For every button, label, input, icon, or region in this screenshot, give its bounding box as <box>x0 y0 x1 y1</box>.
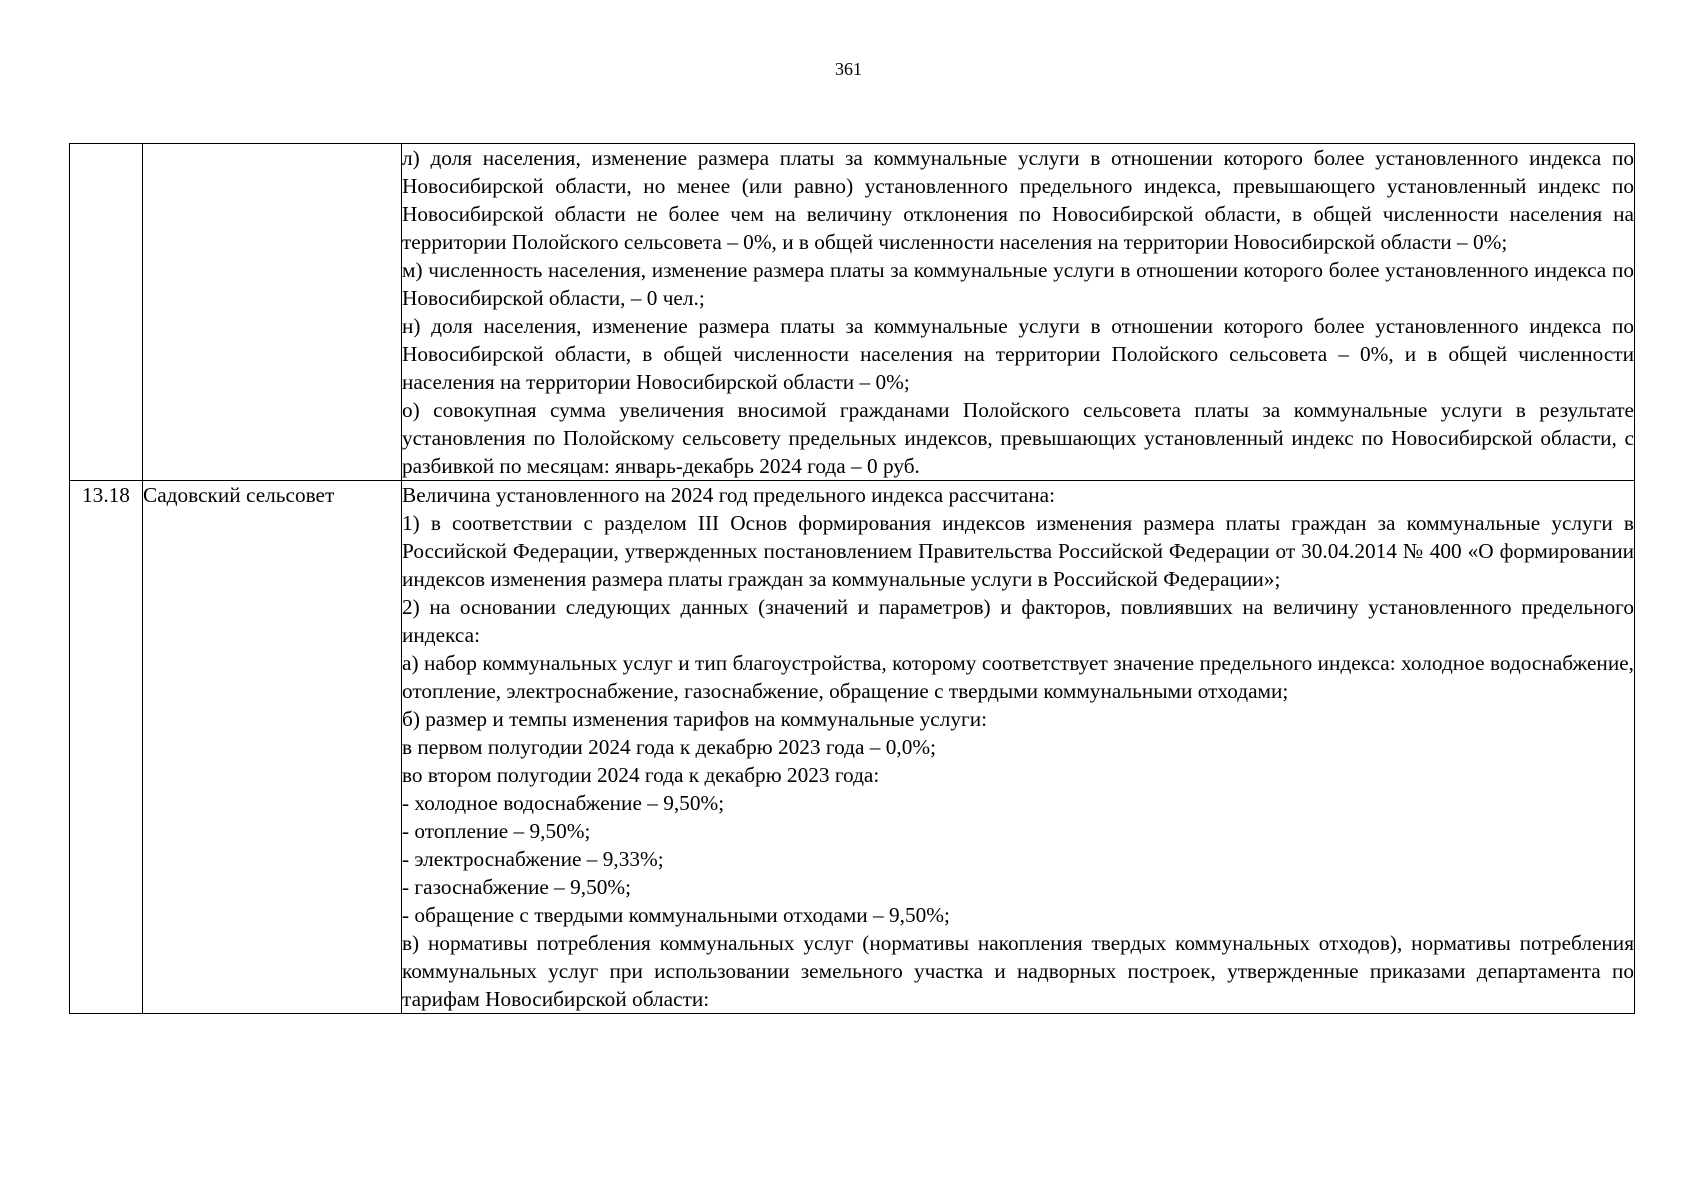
page-number: 361 <box>835 59 862 79</box>
paragraph: а) набор коммунальных услуг и тип благоустройства, которому соответствует значение предельного индекса: холодное водоснабжение, отопление, электроснабжение, газоснабжение, обращение с твердыми коммунальными отходами; <box>402 651 1634 703</box>
row-number-cell: 13.18 <box>70 481 143 1014</box>
description-cell <box>402 144 1635 481</box>
paragraph: Величина установленного на 2024 год предельного индекса рассчитана: <box>402 483 1056 507</box>
table-row <box>70 481 1635 1014</box>
paragraph: м) численность населения, изменение размера платы за коммунальные услуги в отношении которого более установленного индекса по Новосибирской области, – 0 чел.; <box>402 258 1634 310</box>
paragraph: - холодное водоснабжение – 9,50%; <box>402 791 725 815</box>
paragraph: во втором полугодии 2024 года к декабрю 2023 года: <box>402 763 880 787</box>
settlement-name-cell: Садовский сельсовет <box>143 481 402 1014</box>
paragraph: - обращение с твердыми коммунальными отходами – 9,50%; <box>402 903 950 927</box>
row-number-cell <box>70 144 143 481</box>
paragraph: в первом полугодии 2024 года к декабрю 2023 года – 0,0%; <box>402 735 937 759</box>
description-cell <box>402 481 1635 1014</box>
paragraph: 2) на основании следующих данных (значений и параметров) и факторов, повлиявших на величину установленного предельного индекса: <box>402 595 1634 647</box>
settlement-name-cell <box>143 144 402 481</box>
paragraph: н) доля населения, изменение размера платы за коммунальные услуги в отношении которого более установленного индекса по Новосибирской области, в общей численности населения на территории Полойского сельсовета – 0%, и в общей численности населения на территории Новосибирской области – 0%; <box>402 314 1634 394</box>
paragraph: л) доля населения, изменение размера платы за коммунальные услуги в отношении которого более установленного индекса по Новосибирской области, но менее (или равно) установленного предельного индекса, превышающего установленный индекс по Новосибирской области не более чем на величину отклонения по Новосибирской области, в общей численности населения на территории Полойского сельсовета – 0%, и в общей численности населения на территории Новосибирской области – 0%; <box>402 146 1634 254</box>
paragraph: в) нормативы потребления коммунальных услуг (нормативы накопления твердых коммунальных отходов), нормативы потребления коммунальных услуг при использовании земельного участка и надворных построек, утвержденные приказами департамента по тарифам Новосибирской области: <box>402 931 1634 1011</box>
paragraph: б) размер и темпы изменения тарифов на коммунальные услуги: <box>402 707 988 731</box>
paragraph: - электроснабжение – 9,33%; <box>402 847 664 871</box>
paragraph: 1) в соответствии с разделом III Основ формирования индексов изменения размера платы граждан за коммунальные услуги в Российской Федерации, утвержденных постановлением Правительства Российской Федерации от 30.04.2014 № 400 «О формировании индексов изменения размера платы граждан за коммунальные услуги в Российской Федерации»; <box>402 511 1634 591</box>
document-table <box>69 143 1635 1014</box>
paragraph: о) совокупная сумма увеличения вносимой гражданами Полойского сельсовета платы за коммунальные услуги в результате установления по Полойскому сельсовету предельных индексов, превышающих установленный индекс по Новосибирской области, с разбивкой по месяцам: январь-декабрь 2024 года – 0 руб. <box>402 398 1634 478</box>
table-row <box>70 144 1635 481</box>
paragraph: - отопление – 9,50%; <box>402 819 591 843</box>
paragraph: - газоснабжение – 9,50%; <box>402 875 632 899</box>
